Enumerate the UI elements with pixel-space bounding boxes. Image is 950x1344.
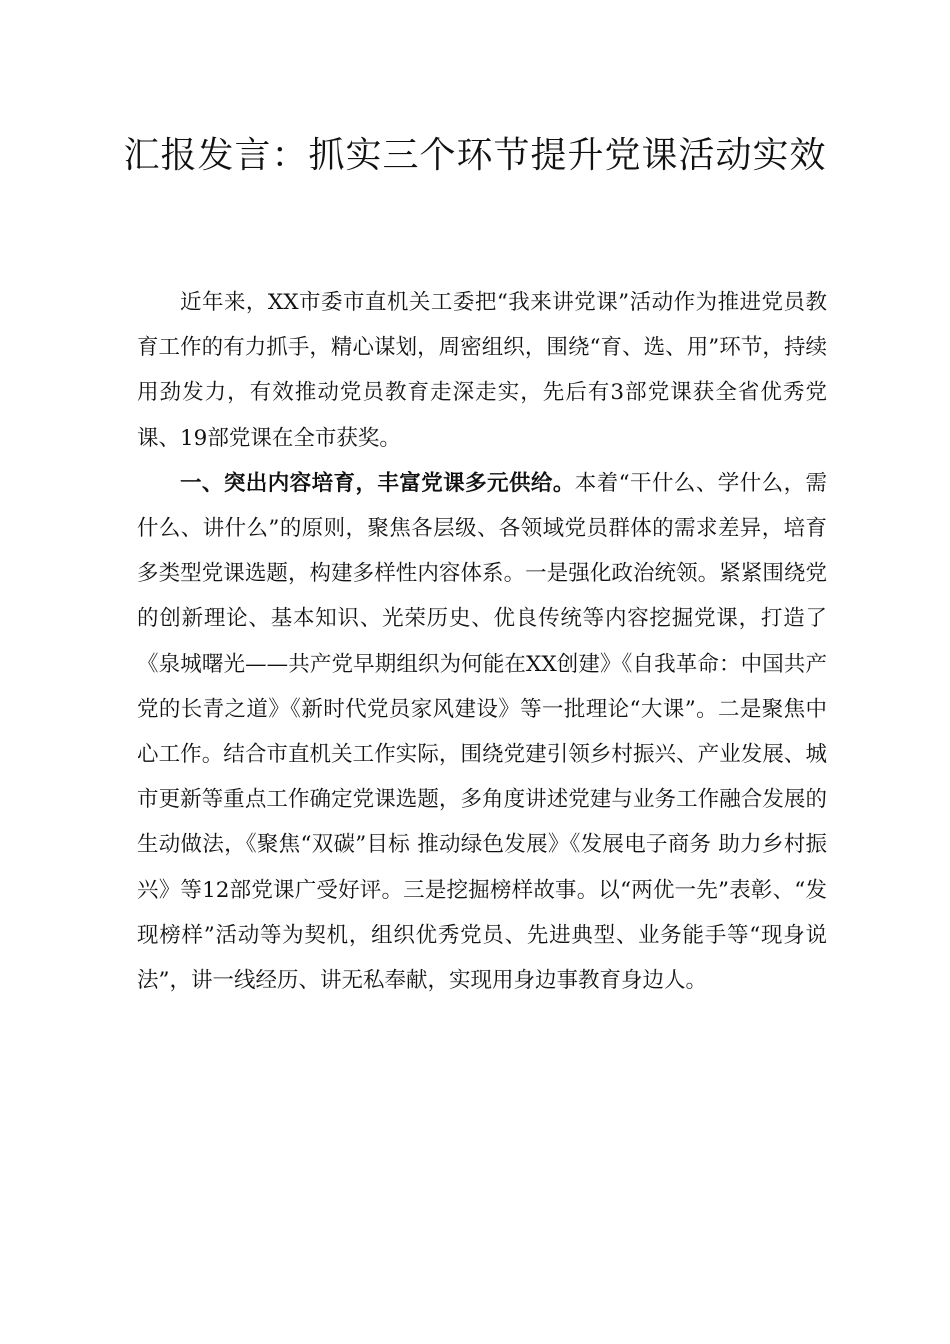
intro-paragraph-text: 近年来，XX市委市直机关工委把“我来讲党课”活动作为推进党员教育工作的有力抓手，精心谋划，周密组织，围绕“育、选、用”环节，持续用劲发力，有效推动党员教育走深走实，先后有3部党课获全省优秀党课、19部党课在全市获奖。 [137, 290, 827, 451]
section-one-paragraph [137, 461, 827, 1003]
document-title: 汇报发言：抓实三个环节提升党课活动实效 [123, 135, 827, 176]
document-body [137, 280, 827, 1003]
section-one-text: 本着“干什么、学什么，需什么、讲什么”的原则，聚焦各层级、各领域党员群体的需求差异，培育多类型党课选题，构建多样性内容体系。一是强化政治统领。紧紧围绕党的创新理论、基本知识、光荣历史、优良传统等内容挖掘党课，打造了《泉城曙光——共产党早期组织为何能在XX创建》《自我革命：中国共产党的长青之道》《新时代党员家风建设》等一批理论“大课”。二是聚焦中心工作。结合市直机关工作实际，围绕党建引领乡村振兴、产业发展、城市更新等重点工作确定党课选题，多角度讲述党建与业务工作融合发展的生动做法，《聚焦“双碳”目标 推动绿色发展》《发展电子商务 助力乡村振兴》等12部党课广受好评。三是挖掘榜样故事。以“两优一先”表彰、“发现榜样”活动等为契机，组织优秀党员、先进典型、业务能手等“现身说法”，讲一线经历、讲无私奉献，实现用身边事教育身边人。 [137, 470, 827, 994]
intro-paragraph [137, 280, 827, 461]
section-one-heading: 一、突出内容培育，丰富党课多元供给。 [180, 470, 575, 496]
